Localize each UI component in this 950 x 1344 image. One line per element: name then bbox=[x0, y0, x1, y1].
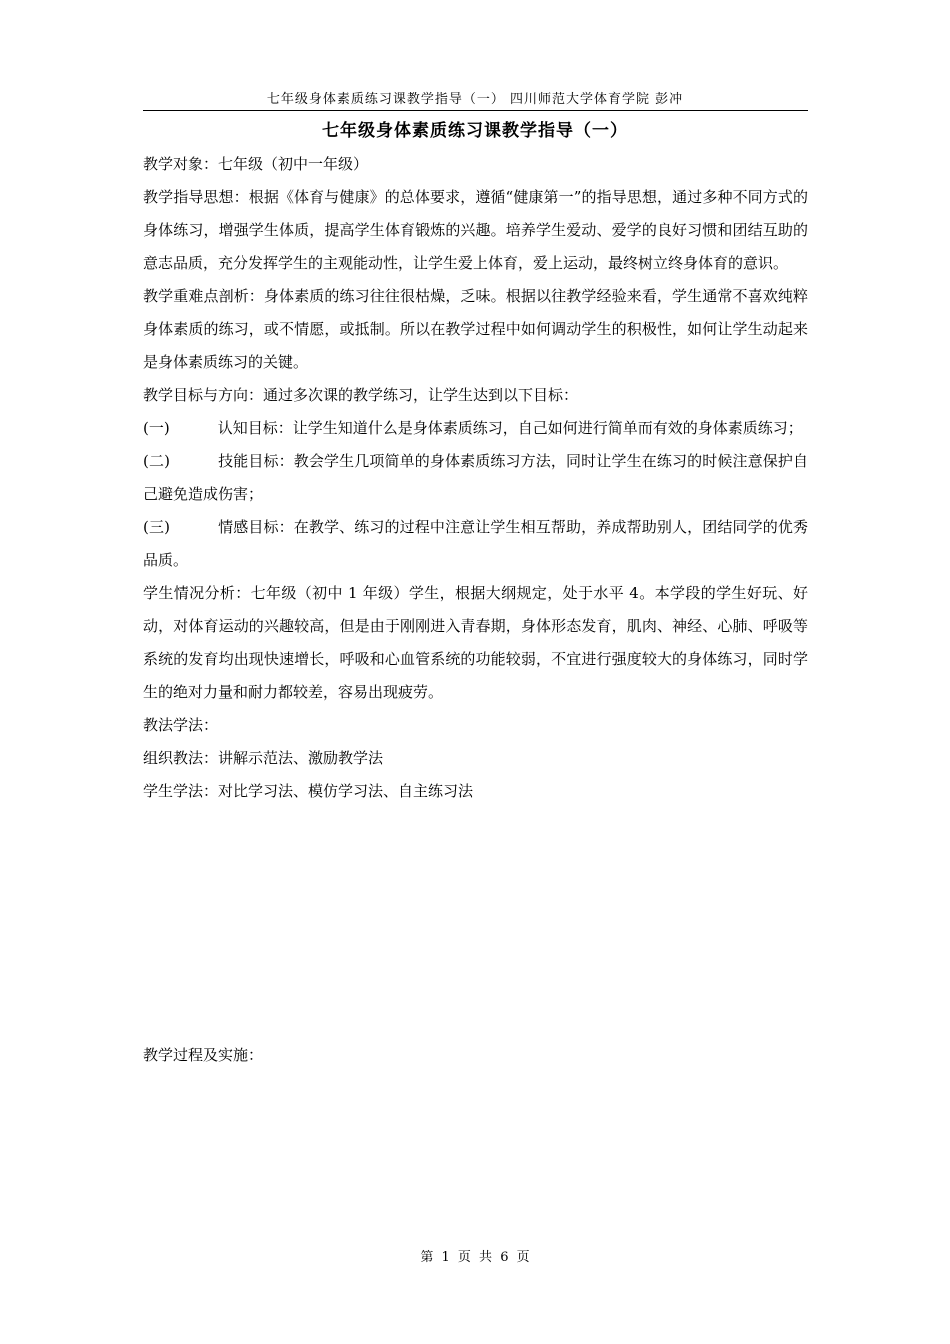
goals-intro-paragraph: 教学目标与方向：通过多次课的教学练习，让学生达到以下目标： bbox=[143, 386, 579, 404]
goal-item-cognitive bbox=[143, 412, 808, 445]
goal-item-emotional bbox=[143, 511, 808, 577]
header-rule bbox=[143, 110, 808, 111]
teaching-method-line: 组织教法：讲解示范法、激励教学法 bbox=[143, 749, 384, 767]
goal-text: 认知目标：让学生知道什么是身体素质练习，自己如何进行简单而有效的身体素质练习； bbox=[217, 419, 803, 437]
blank-space bbox=[143, 808, 808, 1039]
process-heading: 教学过程及实施： bbox=[143, 1046, 264, 1064]
methods-heading: 教法学法： bbox=[143, 716, 219, 734]
key-difficulty-paragraph: 教学重难点剖析：身体素质的练习往往很枯燥，乏味。根据以往教学经验来看，学生通常不喜欢纯粹身体素质的练习，或不情愿，或抵制。所以在教学过程中如何调动学生的积极性，如何让学生动起来是身体素质练习的关键。 bbox=[143, 287, 808, 371]
teaching-target-paragraph: 教学对象：七年级（初中一年级） bbox=[143, 155, 369, 173]
goal-marker: (三) bbox=[143, 518, 170, 536]
goal-item-skill bbox=[143, 445, 808, 511]
goal-marker: (一) bbox=[143, 419, 170, 437]
guiding-thought-paragraph: 教学指导思想：根据《体育与健康》的总体要求，遵循“健康第一”的指导思想，通过多种不同方式的身体练习，增强学生体质，提高学生体育锻炼的兴趣。培养学生爱动、爱学的良好习惯和团结互助的意志品质，充分发挥学生的主观能动性，让学生爱上体育，爱上运动，最终树立终身体育的意识。 bbox=[143, 188, 808, 272]
goal-text: 情感目标：在教学、练习的过程中注意让学生相互帮助，养成帮助别人，团结同学的优秀品质。 bbox=[143, 518, 808, 569]
page-footer: 第 1 页 共 6 页 bbox=[420, 1250, 530, 1265]
goal-text: 技能目标：教会学生几项简单的身体素质练习方法，同时让学生在练习的时候注意保护自己避免造成伤害； bbox=[143, 452, 808, 503]
goals-list bbox=[143, 412, 808, 577]
goal-marker: (二) bbox=[143, 452, 170, 470]
running-header: 七年级身体素质练习课教学指导（一） 四川师范大学体育学院 彭冲 bbox=[266, 92, 684, 107]
learning-method-line: 学生学法：对比学习法、模仿学习法、自主练习法 bbox=[143, 782, 474, 800]
document-title: 七年级身体素质练习课教学指导（一） bbox=[322, 121, 628, 141]
student-analysis-paragraph: 学生情况分析：七年级（初中 1 年级）学生，根据大纲规定，处于水平 4。本学段的学生好玩、好动，对体育运动的兴趣较高，但是由于刚刚进入青春期，身体形态发育，肌肉、神经、心肺、呼吸等系统的发育均出现快速增长，呼吸和心血管系统的功能较弱，不宜进行强度较大的身体练习，同时学生的绝对力量和耐力都较差，容易出现疲劳。 bbox=[143, 584, 808, 701]
document-body bbox=[143, 148, 808, 1072]
